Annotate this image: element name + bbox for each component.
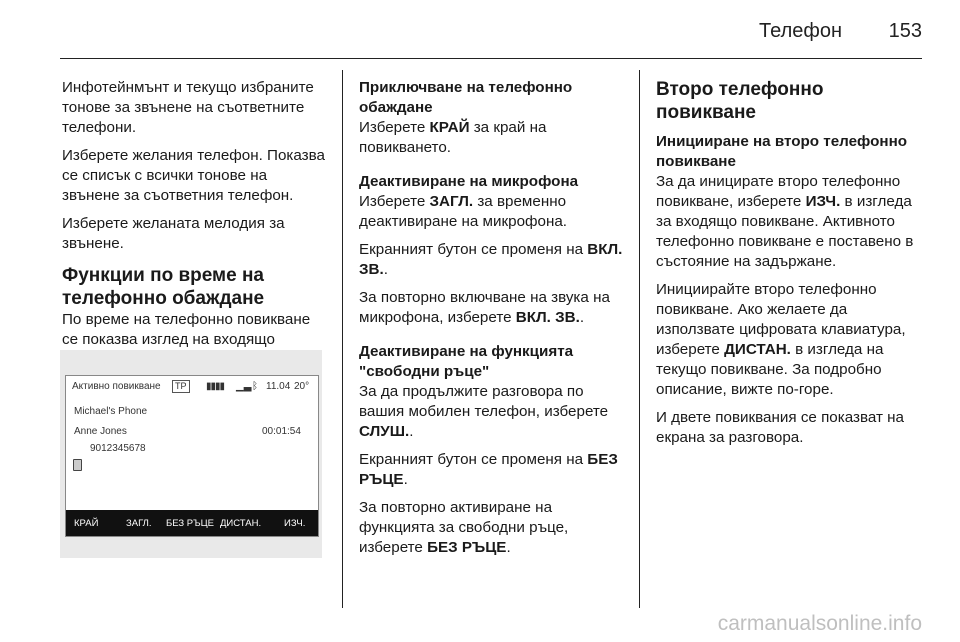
page-header (0, 0, 960, 60)
active-call-display (65, 375, 319, 537)
phone-number: 9012345678 (90, 443, 146, 454)
column-3 (656, 78, 924, 456)
paragraph: За да иницирате второ телефонно повикване, изберете ИЗЧ. в изгледа за входящо повикване. Активното телефонно повикване е поставено в състояние на задържане. (656, 173, 914, 270)
clock: 11.04 (266, 381, 291, 392)
header-rule (60, 58, 922, 59)
softkey-mute[interactable]: ЗАГЛ. (126, 518, 152, 529)
infotainment-screen-photo (60, 350, 322, 558)
paragraph: За повторно активиране на функцията за свободни ръце, изберете БЕЗ РЪЦЕ. (359, 499, 569, 556)
section-heading: Второ телефонно повикване (656, 79, 824, 123)
page-title: Телефон (759, 20, 842, 42)
paragraph: Екранният бутон се променя на БЕЗ РЪЦЕ. (359, 451, 618, 488)
paragraph: Изберете КРАЙ за край на повикването. (359, 119, 547, 156)
temperature: 20° (294, 381, 310, 392)
column-1 (62, 78, 328, 378)
section-heading: Функции по време на телефонно обаждане (62, 265, 265, 309)
signal-icon: ▁▃ (236, 381, 252, 392)
softkey-end[interactable]: КРАЙ (74, 518, 99, 529)
paragraph: Изберете желаната мелодия за звънене. (62, 215, 285, 252)
phone-icon (73, 459, 82, 471)
watermark: carmanualsonline.info (717, 612, 922, 635)
softkey-bar (66, 510, 318, 536)
softkey-keypad[interactable]: ДИСТАН. (220, 518, 262, 529)
bluetooth-icon: ᛒ (252, 381, 258, 392)
section-heading: Деактивиране на микрофона (359, 173, 579, 190)
paragraph: За повторно включване на звука на микрофона, изберете ВКЛ. ЗВ.. (359, 289, 610, 326)
softkey-handsfree[interactable]: БЕЗ РЪЦЕ (166, 518, 214, 529)
paragraph: За да продължите разговора по вашия мобилен телефон, изберете СЛУШ.. (359, 383, 609, 440)
display-status-bar (66, 376, 318, 398)
paragraph: Изберете желания телефон. Показва се списък с всички тонове на звънене за съответния телефон. (62, 147, 325, 204)
contact-name: Anne Jones (74, 426, 127, 437)
tp-badge: TP (172, 380, 190, 393)
column-divider (342, 70, 343, 608)
softkey-search[interactable]: ИЗЧ. (284, 518, 306, 529)
paragraph: Инициирайте второ телефонно повикване. Ако желаете да използвате цифровата клавиатура, изберете ДИСТАН. в изгледа на текущо повикване. За подробно описание, вижте по-горе. (656, 281, 906, 398)
call-duration: 00:01:54 (262, 426, 301, 437)
paragraph: Изберете ЗАГЛ. за временно деактивиране на микрофона. (359, 193, 568, 230)
page-number: 153 (888, 20, 922, 42)
device-name: Michael's Phone (74, 406, 148, 417)
subsection-heading: Иницииране на второ телефонно повикване (656, 133, 908, 170)
paragraph: Екранният бутон се променя на ВКЛ. ЗВ.. (359, 241, 623, 278)
display-title: Активно повикване (72, 381, 161, 392)
column-divider (639, 70, 640, 608)
section-heading: Деактивиране на функцията "свободни ръце" (359, 343, 574, 380)
section-heading: Приключване на телефонно обаждане (359, 79, 573, 116)
paragraph: По време на телефонно повикване се показва изглед на входящо (62, 311, 311, 348)
column-2 (359, 78, 625, 566)
paragraph: Инфотейнмънт и текущо избраните тонове за звънене на съответните телефони. (62, 79, 314, 136)
battery-icon: ▮▮▮▮ (206, 381, 225, 392)
paragraph: И двете повиквания се показват на екрана за разговора. (656, 409, 904, 446)
